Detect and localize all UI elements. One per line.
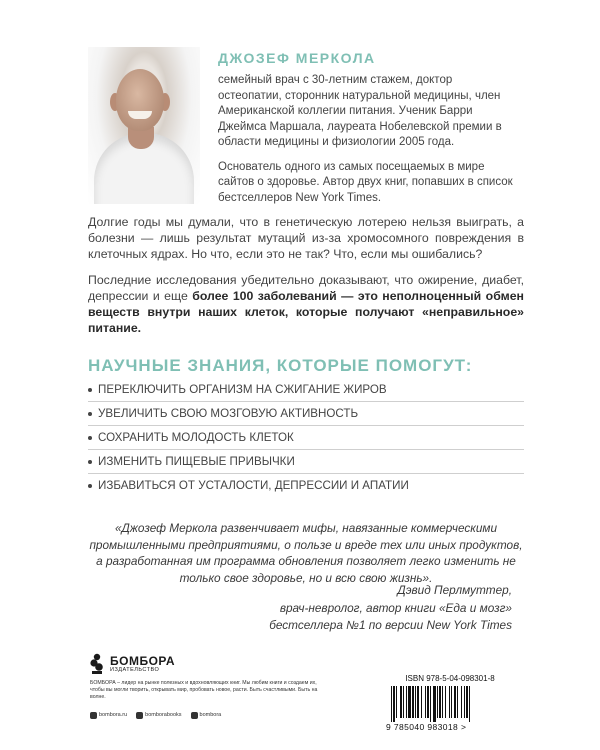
barcode-bar bbox=[430, 686, 431, 722]
barcode-bar bbox=[437, 686, 438, 718]
author-bio bbox=[218, 73, 518, 215]
barcode bbox=[390, 686, 510, 722]
intro-text bbox=[88, 214, 524, 346]
benefit-item: СОХРАНИТЬ МОЛОДОСТЬ КЛЕТОК bbox=[88, 426, 524, 450]
quote-author-credit: бестселлера №1 по версии New York Times bbox=[269, 618, 512, 632]
barcode-bar bbox=[449, 686, 450, 718]
author-name: ДЖОЗЕФ МЕРКОЛА bbox=[218, 50, 376, 66]
bullet-icon bbox=[88, 388, 92, 392]
intro-paragraph bbox=[88, 272, 524, 336]
publisher-blurb: БОМБОРА – лидер на рынке полезных и вдохновляющих книг. Мы любим книги и создаем их, чтобы вы могли творить, открывать мир, пробовать новое, расти. Быть счастливыми. Быть на волне. bbox=[90, 680, 318, 700]
publisher-brand: БОМБОРА bbox=[110, 654, 176, 668]
quote-author: Дэвид Перлмуттер, bbox=[397, 583, 512, 597]
quote-attribution bbox=[182, 582, 512, 635]
globe-icon bbox=[90, 712, 97, 719]
barcode-bar bbox=[457, 686, 458, 718]
benefit-item: ПЕРЕКЛЮЧИТЬ ОРГАНИЗМ НА СЖИГАНИЕ ЖИРОВ bbox=[88, 378, 524, 402]
barcode-bar bbox=[445, 686, 446, 718]
social-site: bombora.ru bbox=[90, 712, 127, 719]
barcode-digits: 9 785040 983018 > bbox=[386, 722, 467, 732]
benefit-item: ИЗБАВИТЬСЯ ОТ УСТАЛОСТИ, ДЕПРЕССИИ И АПАТИИ bbox=[88, 474, 524, 497]
endorsement-quote: «Джозеф Меркола развенчивает мифы, навязанные коммерческими промышленными предприятиями, о пользе и вреде тех или иных продуктов, а разработанная им программа обновления позволяет легко изменить не только свое здоровье, но и всю свою жизнь». bbox=[89, 521, 523, 585]
barcode-bar bbox=[408, 686, 411, 718]
barcode-bar bbox=[433, 686, 436, 722]
bio-paragraph: Основатель одного из самых посещаемых в мире сайтов о здоровье. Автор двух книг, попавших в список бестселлеров New York Times. bbox=[218, 160, 513, 204]
benefit-item: ИЗМЕНИТЬ ПИЩЕВЫЕ ПРИВЫЧКИ bbox=[88, 450, 524, 474]
barcode-bar bbox=[451, 686, 452, 718]
social-networks: bombora bbox=[191, 712, 222, 719]
quote-author-role: врач-невролог, автор книги «Еда и мозг» bbox=[279, 600, 512, 615]
barcode-bar bbox=[439, 686, 441, 718]
bombora-logo-icon bbox=[90, 652, 104, 674]
barcode-bar bbox=[421, 686, 422, 718]
intro-paragraph: Долгие годы мы думали, что в генетическую лотерею нельзя выиграть, а болезни — лишь результат мутаций из-за хромосомного повреждения в клеточных ядрах. Но что, если это не так? Что, если мы ошибались? bbox=[88, 215, 524, 261]
barcode-bar bbox=[393, 686, 395, 722]
barcode-bar bbox=[466, 686, 468, 718]
bullet-icon bbox=[88, 484, 92, 488]
publisher-social bbox=[90, 710, 221, 720]
publisher-sub: ИЗДАТЕЛЬСТВО bbox=[110, 667, 160, 673]
barcode-bar bbox=[425, 686, 426, 718]
bio-paragraph: семейный врач с 30-летним стажем, доктор остеопатии, сторонник натуральной медицины, член Американской коллегии питания. Ученик Барри Джеймса Маршала, лауреата Нобелевской премии в области медицины и физиологии 2005 года. bbox=[218, 74, 502, 148]
barcode-bar bbox=[400, 686, 402, 718]
barcode-bar bbox=[469, 686, 470, 722]
barcode-bar bbox=[415, 686, 416, 718]
barcode-bar bbox=[427, 686, 429, 718]
barcode-bar bbox=[412, 686, 414, 718]
intro-lead: Последние исследования убедительно доказывают, что ожирение, диабет, депрессии и еще bbox=[88, 273, 524, 303]
author-photo bbox=[88, 47, 200, 204]
bullet-icon bbox=[88, 460, 92, 464]
barcode-bar bbox=[461, 686, 462, 718]
barcode-bar bbox=[417, 686, 419, 718]
instagram-icon bbox=[136, 712, 143, 719]
barcode-bar bbox=[391, 686, 392, 722]
bullet-icon bbox=[88, 412, 92, 416]
bullet-icon bbox=[88, 436, 92, 440]
barcode-bar bbox=[442, 686, 443, 718]
benefits-title: НАУЧНЫЕ ЗНАНИЯ, КОТОРЫЕ ПОМОГУТ: bbox=[88, 356, 473, 375]
social-icon bbox=[191, 712, 198, 719]
isbn-label: ISBN 978-5-04-098301-8 bbox=[405, 674, 495, 683]
barcode-bar bbox=[454, 686, 456, 718]
publisher-logo bbox=[90, 652, 200, 676]
barcode-bar bbox=[403, 686, 404, 718]
benefits-list bbox=[88, 378, 524, 497]
barcode-bar bbox=[464, 686, 465, 718]
barcode-bar bbox=[396, 686, 397, 718]
barcode-bar bbox=[406, 686, 407, 718]
intro-highlight: более 100 заболеваний — это неполноценный обмен веществ внутри наших клеток, которые получают «неправильное» питание. bbox=[88, 289, 524, 335]
benefit-item: УВЕЛИЧИТЬ СВОЮ МОЗГОВУЮ АКТИВНОСТЬ bbox=[88, 402, 524, 426]
social-instagram: bomborabooks bbox=[136, 712, 181, 719]
